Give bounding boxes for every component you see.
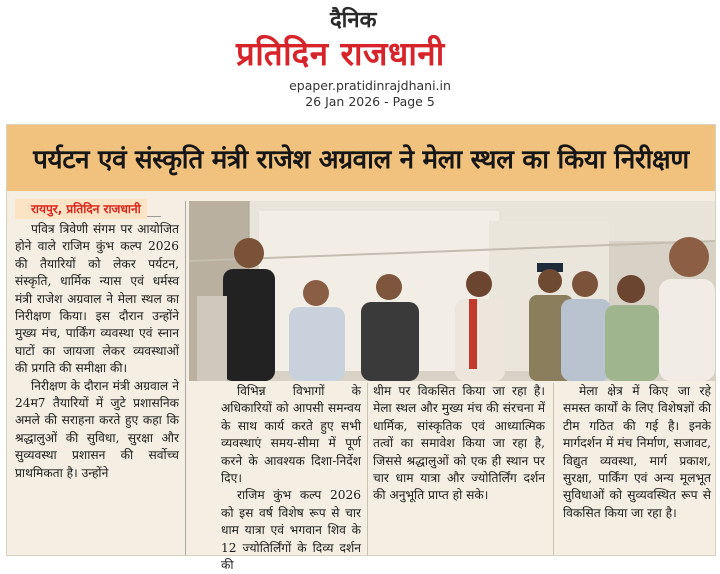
article-column-2 [221, 383, 361, 573]
newspaper-clipping [6, 124, 716, 573]
article-photo [189, 201, 715, 381]
article-dateline: रायपुर, प्रतिदिन राजधानी [15, 199, 147, 219]
newspaper-title: प्रतिदिन राजधानी [236, 34, 445, 73]
inspection-photo-illustration [189, 201, 715, 381]
article-column-1 [15, 221, 179, 553]
col3-paragraph-1: थीम पर विकसित किया जा रहा है। मेला स्थल और मुख्य मंच की संरचना में धार्मिक, सांस्कृतिक एवं आध्यात्मिक तत्वों का समावेश किया जा रहा है, जिससे श्रद्धालुओं को एक ही स्थान पर चार धाम यात्रा और ज्योतिर्लिंग दर्शन की अनुभूति प्राप्त हो सके। [373, 384, 545, 503]
col2-paragraph-1: विभिन्न विभागों के अधिकारियों को आपसी समन्वय के साथ कार्य करते हुए सभी व्यवस्थाएं समय-सीमा में पूर्ण करने के आवश्यक दिशा-निर्देश दिए। [221, 384, 361, 486]
col1-paragraph-2: निरीक्षण के दौरान मंत्री अग्रवाल ने 24म7 तैयारियों में जुटे प्रशासनिक अमले की सराहना करते हुए कहा कि श्रद्धालुओं की सुविधा, सुरक्षा और सुव्यवस्था प्रशासन की सर्वोच्च प्राथमिकता है। उन्होंने [15, 378, 179, 480]
epaper-url[interactable]: epaper.pratidinrajdhani.in [289, 78, 451, 93]
column-divider [367, 383, 368, 555]
col2-paragraph-2: राजिम कुंभ कल्प 2026 को इस वर्ष विशेष रूप से चार धाम यात्रा एवं भगवान शिव के 12 ज्योतिर्लिंगों के दिव्य दर्शन की [221, 488, 361, 573]
col4-paragraph-1: मेला क्षेत्र में किए जा रहे समस्त कार्यों के लिए विशेषज्ञों की टीम गठित की गई है। इनके मार्गदर्शन में मंच निर्माण, सजावट, विद्युत व्यवस्था, मार्ग प्रकाश, सुरक्षा, पार्किंग एवं अन्य मूलभूत सुविधाओं को सुव्यवस्थित रूप से विकसित किया जा रहा है। [563, 384, 711, 520]
column-divider [185, 201, 186, 555]
article-headline: पर्यटन एवं संस्कृति मंत्री राजेश अग्रवाल ने मेला स्थल का किया निरीक्षण [33, 145, 689, 175]
masthead [0, 0, 720, 120]
masthead-top-word: दैनिक [330, 7, 377, 33]
column-divider [553, 383, 554, 555]
col1-paragraph-1: पवित्र त्रिवेणी संगम पर आयोजित होने वाले राजिम कुंभ कल्प 2026 की तैयारियों को लेकर पर्यटन, संस्कृति, धार्मिक न्यास एवं धर्मस्व मंत्री राजेश अग्रवाल ने मेला स्थल का निरीक्षण किया। इस दौरान उन्होंने मुख्य मंच, पार्किंग व्यवस्था एवं स्नान घाटों का जायजा लेकर व्यवस्थाओं की प्रगति की समीक्षा की। [15, 222, 179, 376]
article-column-4 [563, 383, 711, 553]
issue-date-page: 26 Jan 2026 - Page 5 [305, 94, 435, 109]
article-column-3 [373, 383, 545, 553]
